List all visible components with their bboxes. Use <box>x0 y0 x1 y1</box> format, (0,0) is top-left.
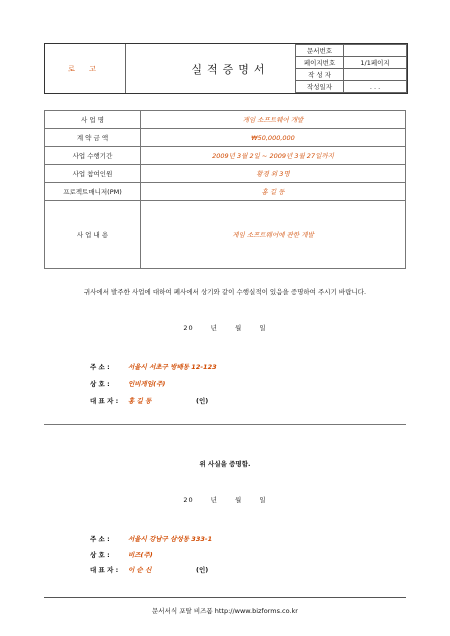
footer-divider <box>44 597 406 598</box>
project-info-table <box>44 110 406 269</box>
period-value: 2009년 3월 2일 ~ 2009년 3월 27일까지 <box>141 147 406 165</box>
meta-row <box>296 69 407 81</box>
issuer-company-label: 상 호 : <box>90 551 110 559</box>
issuer-ceo-label: 대 표 자 : <box>90 566 119 574</box>
logo-placeholder: 로 고 <box>45 44 126 93</box>
issuer-company-line <box>90 550 153 559</box>
staff-value: 황경 외 3명 <box>141 165 406 183</box>
info-row-pm <box>45 183 406 201</box>
issue-date: 20 년 월 일 <box>183 496 267 504</box>
meta-value <box>344 45 407 57</box>
requester-address-line <box>90 362 217 371</box>
info-row-period <box>45 147 406 165</box>
confirm-statement: 위 사실을 증명함. <box>199 460 251 468</box>
requester-ceo: 홍 길 동 <box>128 397 152 405</box>
content-value: 게임 소프트웨어에 관한 개발 <box>141 201 406 269</box>
meta-table <box>295 44 407 93</box>
content-label: 사 업 내 용 <box>45 201 141 269</box>
meta-row <box>296 57 407 69</box>
issuer-ceo: 이 순 신 <box>128 566 152 574</box>
meta-label: 작 성 자 <box>296 69 344 81</box>
meta-label: 페이지번호 <box>296 57 344 69</box>
meta-value: 1/1페이지 <box>344 57 407 69</box>
issuer-address: 서울시 강남구 삼성동 333-1 <box>128 535 213 543</box>
contract-amount-label: 계 약 금 액 <box>45 129 141 147</box>
requester-address: 서울시 서초구 방배동 12-123 <box>128 363 217 371</box>
info-row-staff <box>45 165 406 183</box>
requester-address-label: 주 소 : <box>90 363 110 371</box>
business-name-value: 게임 소프트웨어 개발 <box>141 111 406 129</box>
divider <box>44 424 406 425</box>
document-title: 실적증명서 <box>191 62 270 76</box>
info-row-business-name <box>45 111 406 129</box>
request-date: 20 년 월 일 <box>183 324 267 332</box>
requester-seal: (인) <box>196 397 209 405</box>
meta-label: 작성일자 <box>296 81 344 93</box>
issuer-address-line <box>90 534 212 543</box>
info-row-content <box>45 201 406 269</box>
issuer-company: 비즈(주) <box>128 551 153 559</box>
footer-text: 문서서식 포탈 비즈폼 http://www.bizforms.co.kr <box>152 607 298 615</box>
business-name-label: 사 업 명 <box>45 111 141 129</box>
issuer-ceo-line <box>90 565 151 574</box>
contract-amount-value: ₩50,000,000 <box>141 129 406 147</box>
requester-company: 인비게임(주) <box>128 380 166 388</box>
requester-ceo-label: 대 표 자 : <box>90 397 119 405</box>
document-header <box>44 43 408 94</box>
period-label: 사업 수행기간 <box>45 147 141 165</box>
meta-row <box>296 81 407 93</box>
meta-label: 문서번호 <box>296 45 344 57</box>
requester-company-line <box>90 379 165 388</box>
requester-company-label: 상 호 : <box>90 380 110 388</box>
issuer-address-label: 주 소 : <box>90 535 110 543</box>
staff-label: 사업 참여인원 <box>45 165 141 183</box>
meta-value: . . . <box>344 81 407 93</box>
issuer-seal: (인) <box>196 566 209 574</box>
meta-row <box>296 45 407 57</box>
info-row-contract-amount <box>45 129 406 147</box>
meta-value <box>344 69 407 81</box>
pm-label: 프로젝트매니저(PM) <box>45 183 141 201</box>
request-statement: 귀사에서 발주한 사업에 대하여 폐사에서 상기와 같이 수행실적이 있음을 증명하여 주시기 바랍니다. <box>83 288 367 296</box>
pm-value: 홍 길 동 <box>141 183 406 201</box>
requester-ceo-line <box>90 396 151 405</box>
